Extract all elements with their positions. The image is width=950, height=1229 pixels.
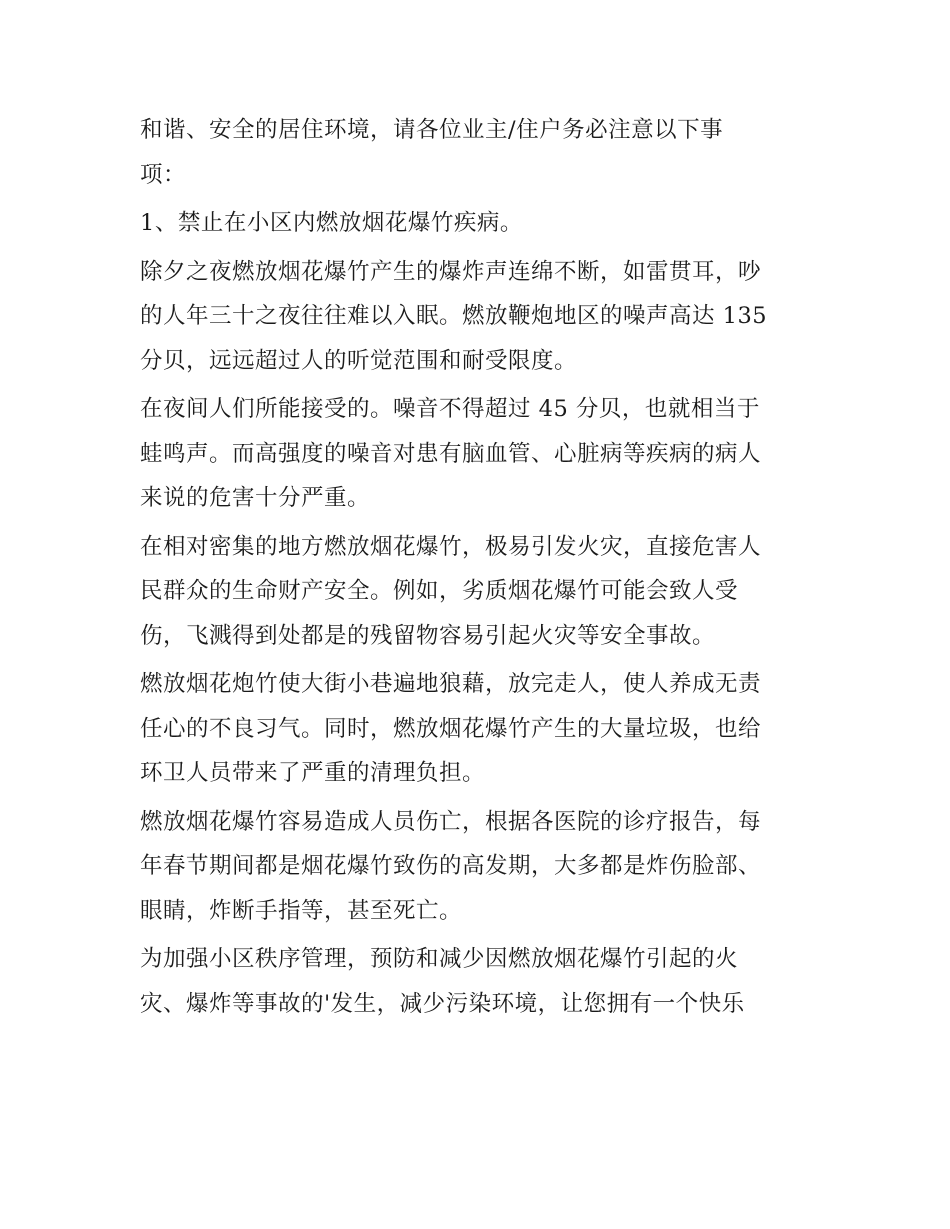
text-line: 眼睛，炸断手指等，甚至死亡。: [140, 897, 463, 924]
text-line: 的人年三十之夜往往难以入眠。燃放鞭炮地区的噪声高达 135: [140, 303, 768, 329]
text-line: 在相对密集的地方燃放烟花爆竹，极易引发火灾，直接危害人: [140, 533, 762, 560]
text-line: 燃放烟花爆竹容易造成人员伤亡，根据各医院的诊疗报告，每: [140, 808, 762, 835]
text-line: 和谐、安全的居住环境，请各位业主/住户务必注意以下事: [140, 117, 724, 143]
text-line: 项：: [140, 161, 187, 188]
text-line: 在夜间人们所能接受的。噪音不得超过 45 分贝，也就相当于: [140, 396, 760, 422]
text-line: 民群众的生命财产安全。例如，劣质烟花爆竹可能会致人受: [140, 578, 739, 604]
paragraph-heading-item-1: [140, 201, 820, 246]
paragraph: [140, 387, 820, 521]
paragraph: [140, 250, 820, 384]
paragraph: [140, 108, 820, 197]
text-line: 灾、爆炸等事故的'发生，减少污染环境，让您拥有一个快乐: [140, 990, 745, 1017]
paragraph: [140, 800, 820, 934]
text-line: 蛙鸣声。而高强度的噪音对患有脑血管、心脏病等疾病的病人: [140, 440, 762, 467]
text-line: 1、禁止在小区内燃放烟花爆竹疾病。: [140, 210, 523, 236]
text-line: 环卫人员带来了严重的清理负担。: [140, 760, 486, 786]
document-body: [140, 108, 820, 1030]
text-line: 除夕之夜燃放烟花爆竹产生的爆炸声连绵不断，如雷贯耳，吵: [140, 258, 762, 285]
text-line: 年春节期间都是烟花爆竹致伤的高发期，大多都是炸伤脸部、: [140, 853, 762, 879]
paragraph: [140, 525, 820, 659]
text-line: 任心的不良习气。同时，燃放烟花爆竹产生的大量垃圾，也给: [140, 715, 762, 742]
text-line: 为加强小区秩序管理，预防和减少因燃放烟花爆竹引起的火: [140, 946, 739, 972]
paragraph: [140, 662, 820, 796]
paragraph: [140, 937, 820, 1026]
text-line: 分贝，远远超过人的听觉范围和耐受限度。: [140, 347, 578, 374]
text-line: 燃放烟花炮竹使大街小巷遍地狼藉，放完走人，使人养成无责: [140, 671, 762, 697]
text-line: 来说的危害十分严重。: [140, 485, 371, 511]
text-line: 伤，飞溅得到处都是的残留物容易引起火灾等安全事故。: [140, 622, 716, 649]
